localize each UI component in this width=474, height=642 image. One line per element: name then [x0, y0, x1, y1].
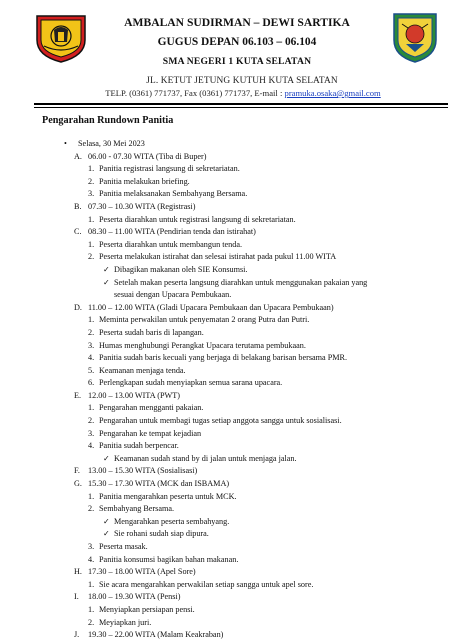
- list-item: [0, 541, 474, 554]
- list-item: [0, 465, 474, 478]
- list-item: [0, 138, 474, 151]
- list-item-text: Humas menghubungi Perangkat Upacara terutama pembukaan.: [99, 340, 306, 350]
- list-marker: H.: [74, 567, 82, 577]
- list-item: [0, 277, 474, 290]
- list-item-text: Pengarahan mengganti pakaian.: [99, 403, 204, 413]
- list-item-text: Panitia konsumsi bagikan bahan makanan.: [99, 554, 239, 564]
- check-icon: ✓: [103, 277, 110, 287]
- list-item-text: Keamanan sudah stand by di jalan untuk menjaga jalan.: [114, 453, 297, 463]
- list-item: [0, 251, 474, 264]
- list-item: [0, 340, 474, 353]
- list-marker: 5.: [88, 365, 95, 375]
- list-item-text: Peserta diarahkan untuk membangun tenda.: [99, 239, 243, 249]
- list-item-text: Panitia melakukan briefing.: [99, 176, 190, 186]
- list-marker: B.: [74, 201, 82, 211]
- list-marker: 4.: [88, 554, 95, 564]
- list-item: [0, 327, 474, 340]
- list-item: [0, 214, 474, 227]
- school-name: SMA NEGERI 1 KUTA SELATAN: [162, 56, 312, 67]
- list-item: [0, 201, 474, 214]
- list-marker: 3.: [88, 542, 95, 551]
- check-icon: ✓: [103, 264, 110, 274]
- bullet-icon: •: [64, 139, 67, 148]
- list-item: [0, 491, 474, 504]
- list-item: [0, 478, 474, 491]
- list-item: [0, 415, 474, 428]
- list-item-text: Sie acara mengarahkan perwakilan setiap sangga untuk apel sore.: [99, 579, 314, 589]
- list-item: [0, 365, 474, 378]
- list-item: [0, 163, 474, 176]
- list-marker: 6.: [88, 378, 95, 388]
- rundown-list: [0, 138, 474, 642]
- list-item: [0, 604, 474, 617]
- list-item: [0, 390, 474, 403]
- list-item-text: 07.30 – 10.30 WITA (Registrasi): [88, 201, 196, 211]
- list-item: [0, 314, 474, 327]
- list-item: [0, 402, 474, 415]
- address-line: JL. KETUT JETUNG KUTUH KUTA SELATAN: [146, 76, 338, 86]
- list-item: [0, 289, 474, 302]
- telp-fax-text: TELP. (0361) 771737, Fax (0361) 771737, E-mail :: [105, 88, 285, 98]
- list-marker: 3.: [88, 340, 95, 350]
- list-item: [0, 617, 474, 630]
- list-item-text: Peserta melakukan istirahat dan selesai istirahat pada pukul 11.00 WITA: [99, 252, 337, 262]
- list-marker: 3.: [88, 189, 95, 199]
- list-marker: 2.: [88, 327, 95, 337]
- list-item-text: 19.30 – 22.00 WITA (Malam Keakraban): [88, 630, 224, 640]
- list-item-text: Selasa, 30 Mei 2023: [78, 139, 145, 148]
- list-item: [0, 239, 474, 252]
- list-marker: 2.: [88, 416, 95, 426]
- list-item-text: Panitia melaksanakan Sembahyang Bersama.: [99, 189, 248, 199]
- list-marker: I.: [74, 592, 79, 602]
- list-marker: 4.: [88, 441, 95, 451]
- list-marker: F.: [74, 466, 80, 476]
- list-marker: E.: [74, 390, 82, 400]
- organization-title: AMBALAN SUDIRMAN – DEWI SARTIKA: [124, 16, 350, 29]
- list-marker: 3.: [88, 428, 95, 438]
- list-marker: 2.: [88, 252, 95, 262]
- list-item-text: Menyiapkan persiapan pensi.: [99, 604, 195, 614]
- check-icon: ✓: [103, 516, 110, 526]
- list-item: [0, 176, 474, 189]
- list-item: [0, 503, 474, 516]
- list-marker: 4.: [88, 353, 95, 363]
- list-marker: 2.: [88, 176, 95, 186]
- header-divider-thick: [34, 103, 448, 105]
- gugus-depan-title: GUGUS DEPAN 06.103 – 06.104: [157, 36, 317, 48]
- list-item-text: 13.00 – 15.30 WITA (Sosialisasi): [88, 466, 198, 476]
- list-item-text: sesuai dengan Upacara Pembukaan.: [114, 290, 232, 300]
- list-item: [0, 579, 474, 592]
- list-marker: 1.: [88, 579, 95, 589]
- list-marker: 1.: [88, 403, 95, 413]
- list-item: [0, 629, 474, 642]
- list-marker: 1.: [88, 315, 95, 325]
- list-item-text: 15.30 – 17.30 WITA (MCK dan ISBAMA): [88, 479, 230, 489]
- list-item: [0, 440, 474, 453]
- list-marker: 2.: [88, 617, 95, 627]
- list-item-text: Dibagikan makanan oleh SIE Konsumsi.: [114, 264, 248, 274]
- list-item-text: 12.00 – 13.00 WITA (PWT): [88, 390, 180, 400]
- list-item-text: Peserta diarahkan untuk registrasi langsung di sekretariatan.: [99, 214, 296, 224]
- list-marker: G.: [74, 479, 82, 489]
- list-marker: 1.: [88, 604, 95, 614]
- list-item: [0, 264, 474, 277]
- list-item: [0, 428, 474, 441]
- list-item-text: 11.00 – 12.00 WITA (Gladi Upacara Pembukaan dan Upacara Pembukaan): [88, 302, 334, 312]
- list-marker: 2.: [88, 504, 95, 514]
- list-item-text: Meminta perwakilan untuk penyematan 2 orang Putra dan Putri.: [99, 315, 310, 325]
- list-marker: 1.: [88, 214, 95, 224]
- list-marker: D.: [74, 302, 82, 312]
- list-item-text: Panitia sudah berpencar.: [99, 441, 179, 451]
- list-item: [0, 188, 474, 201]
- list-item-text: Sie rohani sudah siap dipura.: [114, 529, 209, 539]
- list-marker: 1.: [88, 164, 95, 174]
- list-item: [0, 591, 474, 604]
- header-divider-thin: [34, 107, 448, 108]
- list-item-text: 06.00 - 07.30 WITA (Tiba di Buper): [88, 151, 207, 161]
- check-icon: ✓: [103, 529, 110, 539]
- list-item: [0, 302, 474, 315]
- list-item: [0, 151, 474, 164]
- list-item: [0, 566, 474, 579]
- list-item: [0, 528, 474, 541]
- list-item-text: 18.00 – 19.30 WITA (Pensi): [88, 592, 181, 602]
- list-item: [0, 352, 474, 365]
- list-item-text: Meyiapkan juri.: [99, 617, 152, 627]
- list-item-text: Peserta sudah baris di lapangan.: [99, 327, 204, 337]
- list-item-text: 08.30 – 11.00 WITA (Pendirian tenda dan istirahat): [88, 227, 256, 237]
- list-item-text: Panitia mengarahkan peserta untuk MCK.: [99, 491, 237, 501]
- list-item: [0, 516, 474, 529]
- list-item-text: Peserta masak.: [99, 542, 148, 551]
- list-item-text: Pengarahan ke tempat kejadian: [99, 428, 202, 438]
- list-marker: 1.: [88, 239, 95, 249]
- list-item-text: Keamanan menjaga tenda.: [99, 365, 186, 375]
- list-item-text: Setelah makan peserta langsung diarahkan untuk menggunakan pakaian yang: [114, 277, 368, 287]
- list-item-text: Mengarahkan peserta sembahyang.: [114, 516, 230, 526]
- email-link[interactable]: pramuka.osaka@gmail.com: [284, 88, 381, 98]
- list-marker: J.: [74, 630, 80, 640]
- list-item-text: Pengarahan untuk membagi tugas setiap anggota sangga untuk sosialisasi.: [99, 416, 342, 426]
- list-item-text: 17.30 – 18.00 WITA (Apel Sore): [88, 567, 196, 577]
- list-item: [0, 453, 474, 466]
- list-marker: 1.: [88, 491, 95, 501]
- list-item-text: Sembahyang Bersama.: [99, 504, 175, 514]
- list-item-text: Perlengkapan sudah menyiapkan semua sarana upacara.: [99, 378, 283, 388]
- list-marker: A.: [74, 151, 82, 161]
- list-marker: C.: [74, 227, 82, 237]
- list-item-text: Panitia sudah baris kecuali yang berjaga di belakang barisan bersama PMR.: [99, 353, 348, 363]
- list-item: [0, 554, 474, 567]
- check-icon: ✓: [103, 453, 110, 463]
- list-item-text: Panitia registrasi langsung di sekretariatan.: [99, 164, 240, 174]
- section-title: Pengarahan Rundown Panitia: [42, 115, 174, 126]
- list-item: [0, 377, 474, 390]
- contact-line: [38, 88, 448, 98]
- list-item: [0, 226, 474, 239]
